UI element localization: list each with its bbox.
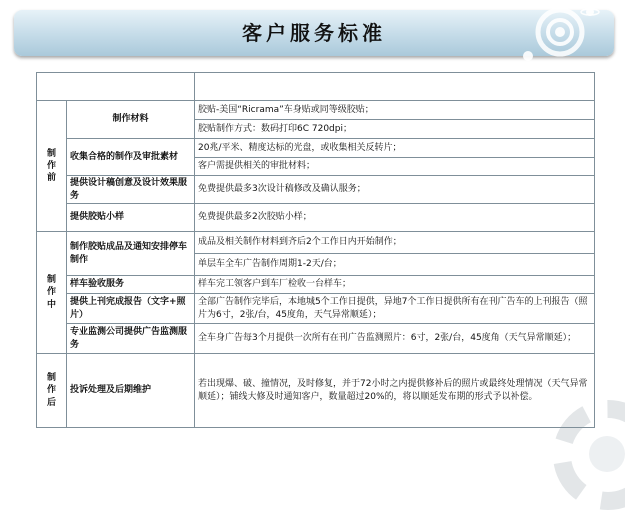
table-row (37, 276, 595, 294)
phase-before-label: 制 作 前 (37, 101, 67, 232)
table-row (37, 139, 595, 158)
table-row (37, 294, 595, 324)
item-description: 全车身广告每3个月提供一次所有在刊广告监测照片：6寸，2张/台，45度角（天气异常顺延）； (195, 324, 595, 354)
header-cell-right (195, 73, 595, 101)
item-description: 20兆/平米、精度达标的光盘，或收集相关反转片； (195, 139, 595, 158)
table-row (37, 354, 595, 428)
table-row (37, 176, 595, 204)
phase-during-label: 制 作 中 (37, 232, 67, 354)
item-label: 样车验收服务 (67, 276, 195, 294)
table-row (37, 232, 595, 254)
item-description: 全部广告制作完毕后，本地城5个工作日提供，异地7个工作日提供所有在刊广告车的上刊报告（照片为6寸，2张/台，45度角，天气异常顺延）； (195, 294, 595, 324)
item-description: 客户需提供相关的审批材料； (195, 158, 595, 176)
rings-decoration-icon (520, 6, 600, 62)
table-header-row (37, 73, 595, 101)
item-description: 胶贴-美国“Ricrama”车身贴或同等级胶贴； (195, 101, 595, 120)
item-description: 免费提供最多3次设计稿修改及确认服务； (195, 176, 595, 204)
table-row (37, 324, 595, 354)
item-description: 胶贴制作方式：数码打印6C 720dpi； (195, 120, 595, 139)
header-cell-left (37, 73, 195, 101)
item-description: 成品及相关制作材料到齐后2个工作日内开始制作； (195, 232, 595, 254)
item-description: 单层车全车广告制作周期1-2天/台； (195, 254, 595, 276)
table-row (37, 204, 595, 232)
item-description: 样车完工领客户到车厂检收一台样车； (195, 276, 595, 294)
item-label: 专业监测公司提供广告监测服务 (67, 324, 195, 354)
page-title: 客户服务标准 (242, 21, 386, 45)
title-banner (14, 10, 614, 56)
item-label: 投诉处理及后期维护 (67, 354, 195, 428)
service-standard-table (36, 72, 595, 428)
gear-hub-decoration (589, 436, 625, 472)
item-label: 制作材料 (67, 101, 195, 139)
item-label: 收集合格的制作及审批素材 (67, 139, 195, 176)
item-description: 免费提供最多2次胶贴小样； (195, 204, 595, 232)
item-label: 提供上刊完成报告（文字+照片） (67, 294, 195, 324)
item-label: 提供设计稿创意及设计效果服务 (67, 176, 195, 204)
phase-after-label: 制 作 后 (37, 354, 67, 428)
item-description: 若出现爆、破、撞情况，及时修复，并于72小时之内提供修补后的照片或最终处理情况（天气异常顺延）；铺线大修及时通知客户，数量超过20%的，将以顺延发布期的形式予以补偿。 (195, 354, 595, 428)
item-label: 提供胶贴小样 (67, 204, 195, 232)
item-label: 制作胶贴成品及通知安排停车制作 (67, 232, 195, 276)
table-row (37, 101, 595, 120)
